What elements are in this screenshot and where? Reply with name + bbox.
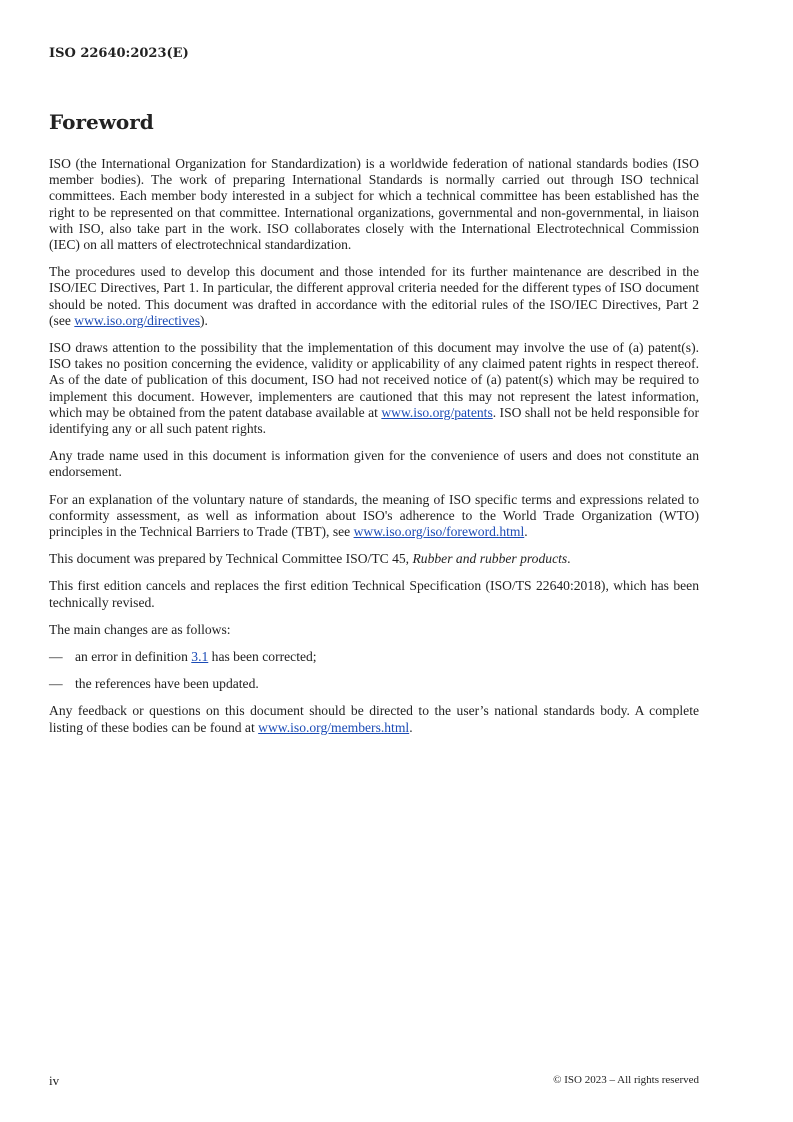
document-id: ISO 22640:2023(E) [49, 46, 189, 61]
paragraph-federation: ISO (the International Organization for Standardization) is a worldwide federation of national standards bodies (ISO member bodies). The work of preparing International Standards is normally carried out through ISO technical committees. Each member body interested in a subject for which a technical committee has been established has the right to be represented on that committee. International organizations, governmental and non-governmental, in liaison with ISO, also take part in the work. ISO collaborates closely with the International Electrotechnical Commission (IEC) on all matters of electrotechnical standardization. [49, 156, 699, 253]
members-link[interactable]: www.iso.org/members.html [258, 719, 410, 735]
paragraph-text: For an explanation of the voluntary nature of standards, the meaning of ISO specific terms and expressions related to conformity assessment, as well as information about ISO's adherence to the World Trade Organization (WTO) principles in the Technical Barriers to Trade (TBT), see [49, 491, 699, 540]
list-item [49, 649, 699, 665]
page-number: iv [49, 1073, 60, 1088]
copyright-notice: © ISO 2023 – All rights reserved [553, 1074, 699, 1086]
paragraph-text: The procedures used to develop this document and those intended for its further maintenance are described in the ISO/IEC Directives, Part 1. In particular, the different approval criteria needed for the different types of ISO document should be noted. This document was drafted in accordance with the editorial rules of the ISO/IEC Directives, Part 2 (see [49, 264, 699, 328]
dash-marker: — [49, 676, 63, 692]
patents-link[interactable]: www.iso.org/patents [381, 404, 493, 420]
page-title: Foreword [49, 110, 154, 134]
dash-marker: — [49, 649, 63, 665]
paragraph-text: an error in definition [75, 649, 192, 665]
list-item-text: the references have been updated. [75, 676, 259, 692]
paragraph-text: . ISO shall not be held responsible for identifying any or all such patent rights. [49, 404, 699, 437]
paragraph-patents [49, 340, 699, 437]
paragraph-feedback [49, 703, 699, 735]
paragraph-main-changes: The main changes are as follows: [49, 621, 231, 637]
paragraph-text: . [524, 524, 528, 540]
paragraph-text: ). [200, 312, 208, 328]
paragraph-procedures [49, 264, 699, 329]
paragraph-edition: This first edition cancels and replaces the first edition Technical Specification (ISO/TS 22640:2018), which has been technically revised. [49, 578, 699, 610]
paragraph-text: has been corrected; [208, 649, 317, 665]
paragraph-text: Any feedback or questions on this document should be directed to the user’s national standards body. A complete listing of these bodies can be found at [49, 703, 699, 735]
paragraph-committee [49, 551, 699, 567]
committee-name: Rubber and rubber products [412, 551, 568, 567]
foreword-link[interactable]: www.iso.org/iso/foreword.html [353, 524, 525, 540]
list-item-text [75, 649, 317, 665]
paragraph-voluntary-nature [49, 492, 699, 541]
list-item [49, 676, 699, 692]
paragraph-text: ISO draws attention to the possibility that the implementation of this document may involve the use of (a) patent(s). ISO takes no position concerning the evidence, validity or applicability of any claimed patent rights in respect thereof. As of the date of publication of this document, ISO had not received notice of (a) patent(s) which may be required to implement this document. However, implementers are cautioned that this may not represent the latest information, which may be obtained from the patent database available at [49, 340, 699, 420]
foreword-body [49, 156, 699, 747]
paragraph-text: . [409, 719, 413, 735]
paragraph-trade-name: Any trade name used in this document is information given for the convenience of users and does not constitute an endorsement. [49, 448, 699, 480]
definition-link[interactable]: 3.1 [191, 649, 209, 665]
paragraph-text: This document was prepared by Technical Committee ISO/TC 45, [49, 551, 413, 567]
paragraph-text: . [567, 551, 571, 567]
directives-link[interactable]: www.iso.org/directives [74, 312, 201, 328]
